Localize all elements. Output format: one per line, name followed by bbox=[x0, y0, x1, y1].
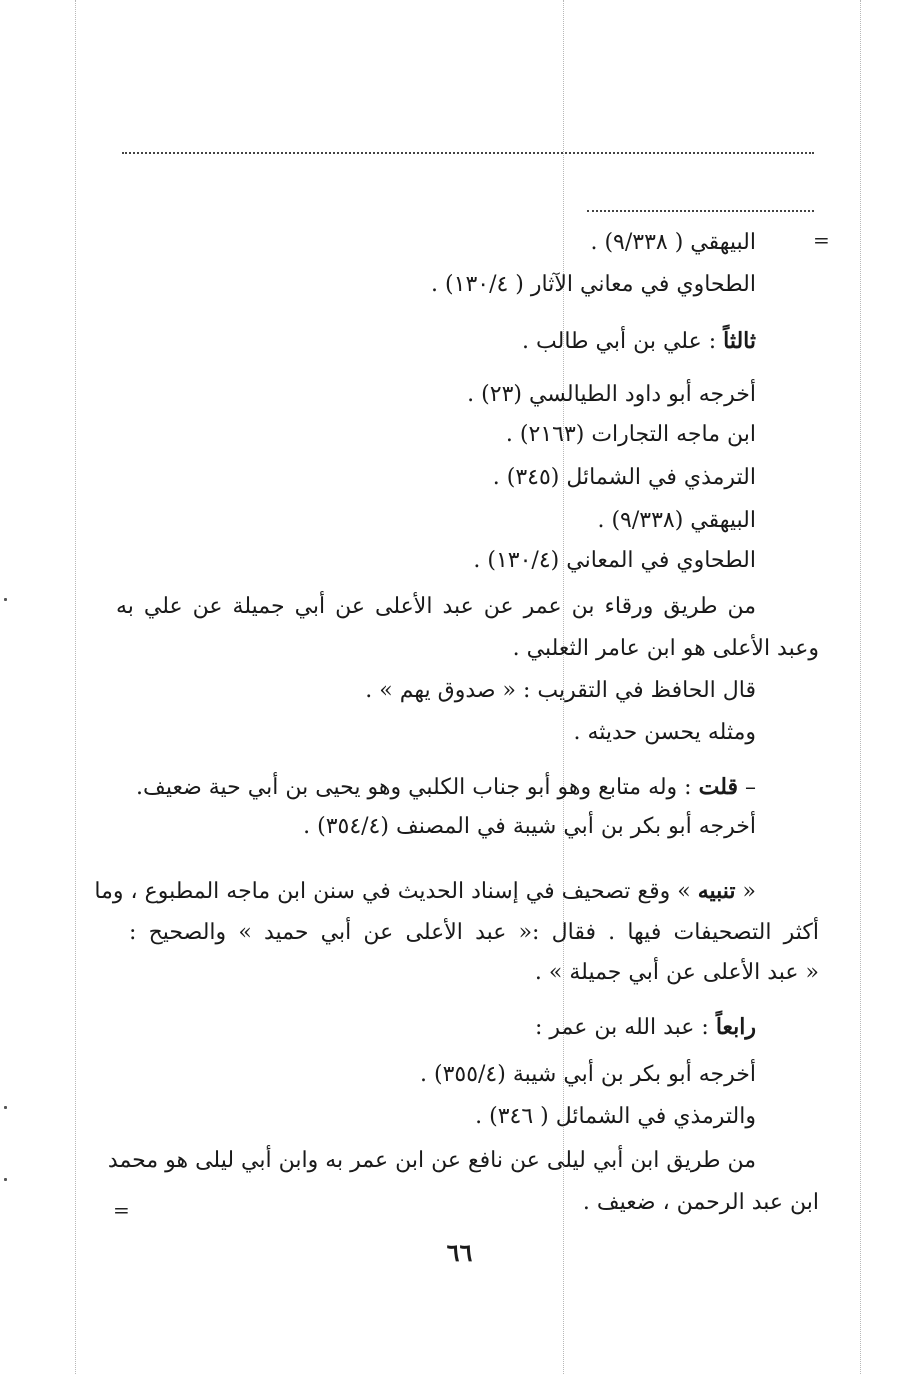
note-label: قلت bbox=[698, 774, 738, 800]
section-heading-line: ثالثاً : علي بن أبي طالب . bbox=[522, 328, 756, 354]
text-line: ومثله يحسن حديثه . bbox=[573, 720, 756, 745]
separator-line-top bbox=[122, 152, 814, 154]
section-heading-line: رابعاً : عبد الله بن عمر : bbox=[534, 1014, 756, 1040]
page-number: ٦٦ bbox=[446, 1238, 473, 1267]
text-line: والترمذي في الشمائل ( ٣٤٦) . bbox=[475, 1104, 756, 1129]
text-line: أكثر التصحيفات فيها . فقال :« عبد الأعلى عن أبي حميد » والصحيح : bbox=[129, 920, 819, 945]
text-line: قال الحافظ في التقريب : « صدوق يهم » . bbox=[365, 678, 756, 703]
text-line: ابن ماجه التجارات (٢١٦٣) . bbox=[505, 422, 756, 447]
scan-speck bbox=[4, 1106, 7, 1109]
text-line: البيهقي ( ٩/٣٣٨) . bbox=[590, 230, 756, 255]
warning-line: « تنبيه » وقع تصحيف في إسناد الحديث في سنن ابن ماجه المطبوع ، وما bbox=[94, 878, 756, 904]
section-heading: رابعاً bbox=[715, 1014, 756, 1040]
warning-label: تنبيه bbox=[697, 878, 736, 904]
text-line: وعبد الأعلى هو ابن عامر الثعلبي . bbox=[512, 636, 819, 661]
text-line: الطحاوي في معاني الآثار ( ١٣٠/٤) . bbox=[431, 272, 756, 297]
continuation-mark-bottom: = bbox=[113, 1198, 130, 1222]
text-line: « عبد الأعلى عن أبي جميلة » . bbox=[534, 960, 819, 985]
text-line: أخرجه أبو داود الطيالسي (٢٣) . bbox=[467, 382, 756, 407]
scan-speck bbox=[4, 1178, 7, 1181]
margin-rule-left bbox=[75, 0, 76, 1374]
text-line: من طريق ورقاء بن عمر عن عبد الأعلى عن أبي جميلة عن علي به bbox=[116, 594, 756, 619]
margin-rule-right bbox=[860, 0, 861, 1374]
text-line: الترمذي في الشمائل (٣٤٥) . bbox=[492, 465, 756, 490]
text-line: أخرجه أبو بكر بن أبي شيبة في المصنف (٣٥٤/٤) . bbox=[303, 814, 756, 839]
text-line: ابن عبد الرحمن ، ضعيف . bbox=[582, 1190, 819, 1215]
continuation-mark-top: = bbox=[813, 228, 830, 252]
separator-line-short bbox=[587, 210, 814, 212]
note-line: – قلت : وله متابع وهو أبو جناب الكلبي وهو يحيى بن أبي حية ضعيف. bbox=[136, 774, 756, 800]
text-line: البيهقي (٩/٣٣٨) . bbox=[597, 508, 756, 533]
text-line: أخرجه أبو بكر بن أبي شيبة (٣٥٥/٤) . bbox=[419, 1062, 756, 1087]
text-line: من طريق ابن أبي ليلى عن نافع عن ابن عمر به وابن أبي ليلى هو محمد bbox=[107, 1148, 756, 1173]
section-heading: ثالثاً bbox=[723, 328, 756, 354]
text-line: الطحاوي في المعاني (١٣٠/٤) . bbox=[473, 548, 756, 573]
scan-speck bbox=[4, 598, 7, 601]
